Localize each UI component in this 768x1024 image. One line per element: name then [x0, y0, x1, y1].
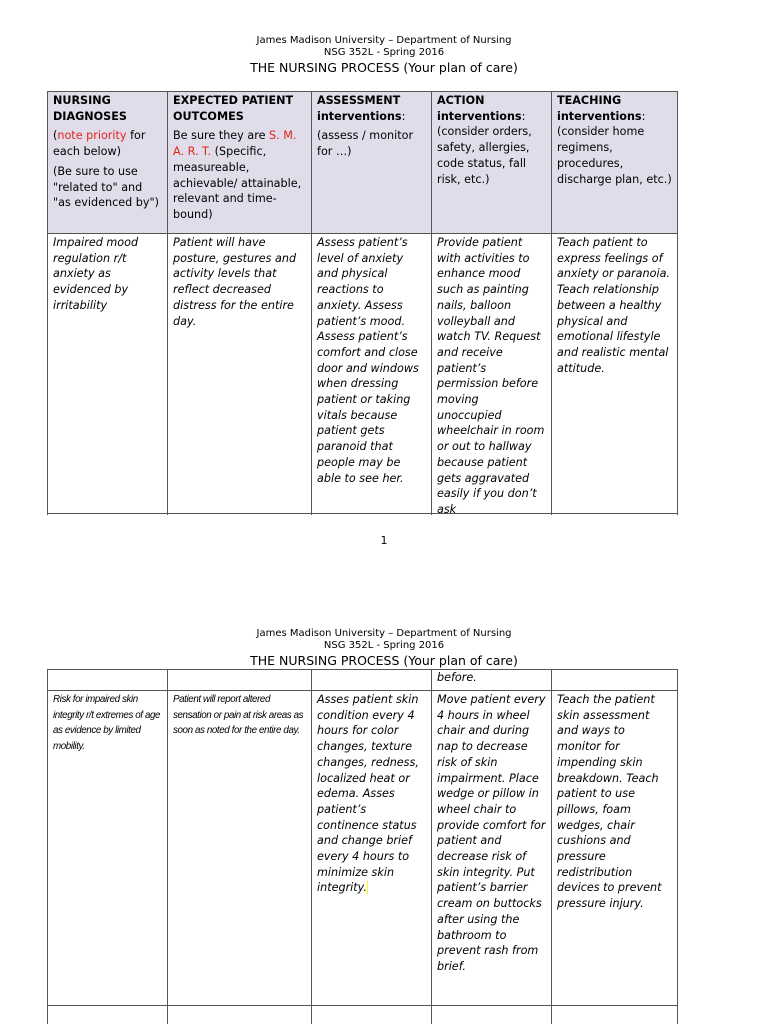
- page2-header: [0, 628, 768, 668]
- colon: :: [401, 109, 406, 123]
- header-subtitle: [557, 109, 672, 125]
- document-title: THE NURSING PROCESS (Your plan of care): [250, 653, 518, 668]
- header-expected-outcomes: [168, 92, 312, 234]
- diagnosis-text: Risk for impaired skin integrity r/t extremes of age as evidence by limited mobility.: [53, 694, 161, 752]
- colon: :: [641, 109, 646, 123]
- cell-empty: [312, 670, 432, 691]
- header-note: (consider home regimens, procedures, discharge plan, etc.): [557, 125, 672, 186]
- cell-empty: [168, 1006, 312, 1024]
- course-line: NSG 352L - Spring 2016: [323, 640, 445, 651]
- subtitle-text: interventions: [557, 109, 642, 123]
- header-action: [432, 92, 552, 234]
- smart-text: S. M. A. R. T.: [173, 129, 297, 159]
- paren: (: [53, 129, 58, 143]
- table-row: [48, 1006, 678, 1024]
- page2-table-area: [0, 668, 768, 1024]
- cell-empty: [48, 1006, 168, 1024]
- cell-assessment: [312, 691, 432, 1006]
- note-rest: for each below): [53, 129, 146, 159]
- cell-empty: [552, 1006, 678, 1024]
- header-subtitle: [437, 109, 546, 125]
- cell-empty: [432, 1006, 552, 1024]
- header-title: NURSING DIAGNOSES: [53, 94, 127, 123]
- cell-empty: [312, 1006, 432, 1024]
- page-number: 1: [380, 534, 388, 547]
- note-text: Be sure they are: [173, 129, 270, 143]
- cell-outcome: [168, 691, 312, 1006]
- table-row-continued: [48, 670, 678, 691]
- header-assessment: [312, 92, 432, 234]
- note-text: (Specific, measureable, achievable/ attainable, relevant and time-bound): [173, 145, 302, 221]
- cell-action: Provide patient with activities to enhance mood such as painting nails, balloon volleyball and watch TV. Request and receive patient’s permission before moving unoccupied wheelchair in room or out to hallway because patient gets aggravated easily if you don’t ask: [432, 234, 552, 516]
- cell-empty: [552, 670, 678, 691]
- assessment-text: Asses patient skin condition every 4 hours for color changes, texture changes, redness, localized heat or edema. Asses patient’s continence status and change brief every 4 hours to minimize skin integrity.: [317, 693, 419, 895]
- header-teaching: [552, 92, 678, 234]
- cell-action: Move patient every 4 hours in wheel chair and during nap to decrease risk of skin impairment. Place wedge or pillow in wheel chair to provide comfort for patient and decrease risk of skin integrity. Put patient’s barrier cream on buttocks after using the bathroom to prevent rash from brief.: [432, 691, 552, 1006]
- header-title: ACTION: [437, 94, 485, 107]
- header-title: TEACHING: [557, 94, 622, 107]
- note-priority-text: note priority: [57, 129, 127, 143]
- cell-diagnosis: Impaired mood regulation r/t anxiety as evidenced by irritability: [48, 234, 168, 516]
- table-row: [48, 234, 678, 516]
- care-plan-table-continued: [47, 669, 678, 1024]
- colon: :: [521, 109, 526, 123]
- header-title: EXPECTED PATIENT OUTCOMES: [173, 94, 294, 123]
- header-title: ASSESSMENT: [317, 94, 401, 107]
- outcome-text: Patient will report altered sensation or pain at risk areas as soon as noted for the entire day.: [173, 694, 304, 736]
- course-line: NSG 352L - Spring 2016: [323, 47, 445, 58]
- header-nursing-diagnoses: [48, 92, 168, 234]
- subtitle-text: interventions: [317, 109, 402, 123]
- document-title: THE NURSING PROCESS (Your plan of care): [250, 60, 518, 75]
- table-header-row: [48, 92, 678, 234]
- cell-outcome: Patient will have posture, gestures and activity levels that reflect decreased distress for the entire day.: [168, 234, 312, 516]
- cell-action-continued: before.: [432, 670, 552, 691]
- university-line: James Madison University – Department of Nursing: [256, 35, 512, 46]
- highlight-mark: [367, 881, 368, 894]
- header-note: [53, 128, 162, 159]
- header-note: (consider orders, safety, allergies, code status, fall risk, etc.): [437, 125, 532, 186]
- cell-assessment: Assess patient’s level of anxiety and physical reactions to anxiety. Assess patient’s mood. Assess patient’s comfort and close door and windows when dressing patient or taking vitals because patient gets paranoid that people may be able to see her.: [312, 234, 432, 516]
- cell-empty: [48, 670, 168, 691]
- cell-empty: [168, 670, 312, 691]
- cell-teaching: Teach patient to express feelings of anxiety or paranoia. Teach relationship between a healthy physical and emotional lifestyle and realistic mental attitude.: [552, 234, 678, 516]
- table-bottom-border: [47, 513, 677, 514]
- university-line: James Madison University – Department of Nursing: [256, 628, 512, 639]
- table-row: [48, 691, 678, 1006]
- header-subtitle: [317, 109, 426, 125]
- header-note: (assess / monitor for …): [317, 129, 414, 159]
- cell-teaching: Teach the patient skin assessment and ways to monitor for impending skin breakdown. Teach patient to use pillows, foam wedges, chair cushions and pressure redistribution devices to prevent pressure injury.: [552, 691, 678, 1006]
- subtitle-text: interventions: [437, 109, 522, 123]
- cell-diagnosis: [48, 691, 168, 1006]
- header-note: [173, 128, 306, 222]
- header-note2: (Be sure to use "related to" and "as evidenced by"): [53, 164, 159, 210]
- care-plan-table: [47, 91, 678, 515]
